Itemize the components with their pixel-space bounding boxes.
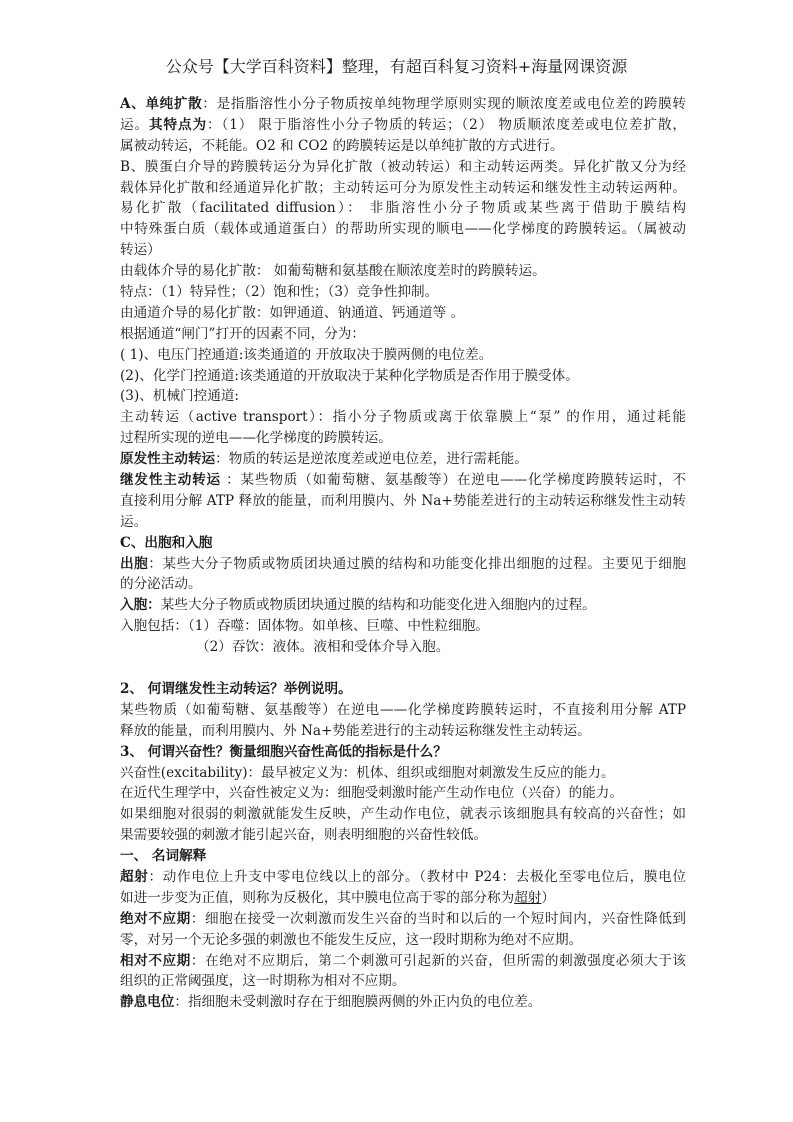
text-line: [120, 345, 686, 366]
text-line: [120, 909, 686, 930]
bold-term: 静息电位: [120, 994, 175, 1011]
bold-term: 其特点为: [149, 116, 207, 133]
bold-term: 超射: [120, 868, 149, 885]
line-text: ：是指脂溶性小分子物质按单纯物理学原则实现的顺浓度差或电位差的跨膜转: [202, 96, 687, 112]
line-text: 入胞包括：（1）吞噬：固体物。如单核、巨噬、中性粒细胞。: [120, 618, 489, 635]
text-line: [120, 261, 686, 282]
text-line: [120, 115, 686, 136]
line-text: 如进一步变为正值，则称为反极化，其中膜电位高于零的部分称为: [120, 889, 515, 906]
line-text: ：动作电位上升支中零电位线以上的部分。（教材中 P24：去极化至零电位后，膜电位: [148, 868, 687, 885]
text-line: [120, 136, 686, 157]
text-line: [120, 971, 686, 992]
line-text: 由载体介导的易化扩散： 如葡萄糖和氨基酸在顺浓度差时的跨膜转运。: [120, 263, 546, 280]
blank-line: [120, 658, 686, 679]
bold-term: 原发性主动转运: [120, 451, 216, 468]
line-text: 零，对另一个无论多强的刺激也不能发生反应，这一段时期称为绝对不应期。: [120, 931, 583, 948]
text-line: [120, 178, 686, 199]
text-line: [120, 930, 686, 951]
bold-term: 出胞: [120, 555, 149, 572]
page-header: 公众号【大学百科资料】整理，有超百科复习资料+海量网课资源: [165, 57, 628, 76]
line-text: ：细胞在接受一次刺激而发生兴奋的当时和以后的一个短时间内，兴奋性降低到: [190, 910, 687, 927]
text-line: [120, 554, 686, 575]
text-line: [120, 804, 686, 825]
line-text: 某些物质（如葡萄糖、氨基酸等）在逆电——化学梯度跨膜转运时，不直接利用分解 ATP: [120, 701, 686, 718]
text-line: [120, 512, 686, 533]
line-text: ：在绝对不应期后，第二个刺激可引起新的兴奋，但所需的刺激强度必须大于该: [190, 952, 687, 969]
line-text: 主动转运（active transport）：指小分子物质或离于依靠膜上“泵” 的作用，通过耗能: [120, 409, 686, 426]
line-text: (2)、化学门控通道:该类通道的开放取决于某种化学物质是否作用于膜受体。: [120, 367, 579, 384]
text-line: [120, 198, 686, 219]
line-text: 如果细胞对很弱的刺激就能发生反映，产生动作电位，就表示该细胞具有较高的兴奋性；如: [120, 806, 686, 823]
line-text: ：某些物质（如葡萄糖、氨基酸等）在逆电——化学梯度跨膜转运时，不: [220, 472, 686, 489]
text-line: [120, 407, 686, 428]
bold-term: 3、 何谓兴奋性？衡量细胞兴奋性高低的指标是什么？: [120, 743, 447, 760]
text-line: [120, 282, 686, 303]
text-line: [120, 721, 686, 742]
text-line: [120, 303, 686, 324]
text-line: [120, 679, 686, 700]
line-text: ：某些大分子物质或物质团块通过膜的结构和功能变化排出细胞的过程。主要见于细胞: [148, 555, 687, 572]
line-text: (3)、机械门控通道:: [120, 388, 239, 405]
text-line: [120, 219, 686, 240]
text-line: [120, 637, 686, 658]
underlined-term: 超射: [514, 889, 542, 906]
line-text: 组织的正常阈强度，这一时期称为相对不应期。: [120, 973, 406, 990]
text-line: [120, 888, 686, 909]
text-line: [120, 867, 686, 888]
bold-term: 入胞：: [120, 597, 161, 614]
text-line: [120, 595, 686, 616]
text-line: [120, 742, 686, 763]
line-text: 运。: [120, 116, 149, 133]
line-text: 果需要较强的刺激才能引起兴奋，则表明细胞的兴奋性较低。: [120, 827, 488, 844]
line-text: （2）吞饮：液体。液相和受体介导入胞。: [196, 639, 450, 656]
line-text: 根据通道“闸门”打开的因素不同，分为：: [120, 325, 365, 342]
document-body: [120, 94, 686, 1013]
line-text: ）: [541, 889, 555, 906]
bold-term: 一、 名词解释: [120, 848, 207, 865]
bold-term: 继发性主动转运: [120, 472, 221, 489]
text-line: [120, 94, 686, 115]
line-text: ：物质的转运是逆浓度差或逆电位差，进行需耗能。: [215, 451, 528, 468]
line-text: ( 1)、电压门控通道:该类通道的 开放取决于膜两侧的电位差。: [120, 346, 493, 363]
line-text: 易化扩散（facilitated diffusion）： 非脂溶性小分子物质或某些离于借助于膜结构: [120, 200, 686, 217]
line-text: 中特殊蛋白质（载体或通道蛋白）的帮助所实现的顺电——化学梯度的跨膜转运。（属被动: [120, 221, 686, 238]
text-line: [120, 428, 686, 449]
text-line: [120, 366, 686, 387]
line-text: 兴奋性(excitability)：最早被定义为：机体、组织或细胞对刺激发生反应的能力。: [120, 764, 615, 781]
line-text: 释放的能量，而利用膜内、外 Na+势能差进行的主动转运称继发性主动转运。: [120, 722, 591, 739]
line-text: 的分泌活动。: [120, 576, 202, 593]
line-text: 运。: [120, 513, 148, 530]
text-line: [120, 157, 686, 178]
text-line: [120, 449, 686, 470]
text-line: [120, 533, 686, 554]
line-text: 某些大分子物质或物质团块通过膜的结构和功能变化进入细胞内的过程。: [160, 597, 596, 614]
line-text: 直接利用分解 ATP 释放的能量，而利用膜内、外 Na+势能差进行的主动转运称继发性主动转: [120, 492, 686, 509]
text-line: [120, 763, 686, 784]
line-text: 在近代生理学中，兴奋性被定义为：细胞受刺激时能产生动作电位（兴奋）的能力。: [120, 785, 623, 802]
line-text: ：（1） 限于脂溶性小分子物质的转运；（2） 物质顺浓度差或电位差扩散，: [207, 116, 687, 133]
bold-term: 2、 何谓继发性主动转运？举例说明。: [120, 680, 352, 697]
text-line: [120, 783, 686, 804]
text-line: [120, 616, 686, 637]
text-line: [120, 700, 686, 721]
line-text: 特点：（1）特异性；（2）饱和性；（3）竞争性抑制。: [120, 284, 439, 301]
text-line: [120, 846, 686, 867]
line-text: 由通道介导的易化扩散：如钾通道、钠通道、钙通道等 。: [120, 304, 465, 321]
line-text: 载体异化扩散和经通道异化扩散；主动转运可分为原发性主动转运和继发性主动转运两种。: [120, 179, 686, 196]
text-line: [120, 992, 686, 1013]
bold-term: 绝对不应期: [120, 910, 191, 927]
text-line: [120, 240, 686, 261]
line-text: 属被动转运，不耗能。O2 和 CO2 的跨膜转运是以单纯扩散的方式进行。: [120, 137, 564, 154]
text-line: [120, 825, 686, 846]
line-text: 转运）: [120, 242, 161, 259]
text-line: [120, 491, 686, 512]
bold-term: 相对不应期: [120, 952, 191, 969]
text-line: [120, 324, 686, 345]
text-line: [120, 574, 686, 595]
line-text: 过程所实现的逆电——化学梯度的跨膜转运。: [120, 430, 392, 447]
text-line: [120, 386, 686, 407]
bold-term: C、出胞和入胞: [120, 534, 213, 551]
line-text: B、膜蛋白介导的跨膜转运分为异化扩散（被动转运）和主动转运两类。异化扩散又分为经: [120, 158, 686, 175]
text-line: [120, 951, 686, 972]
line-text: ：指细胞未受刺激时存在于细胞膜两侧的外正内负的电位差。: [174, 994, 542, 1011]
bold-term: A、单纯扩散: [120, 96, 203, 112]
text-line: [120, 470, 686, 491]
